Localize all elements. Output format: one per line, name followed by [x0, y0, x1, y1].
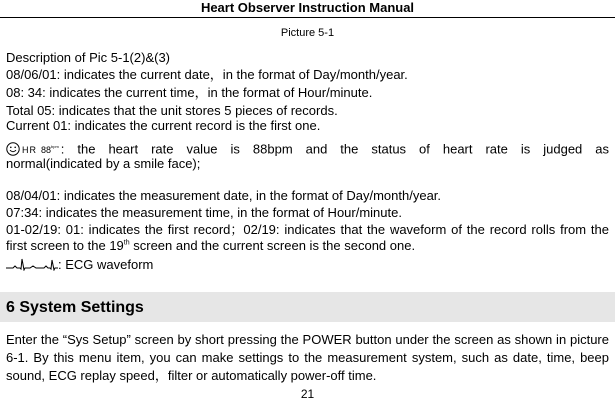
smile-face-icon: [6, 142, 20, 156]
record-text-b: screen and the current screen is the second one.: [129, 238, 416, 253]
ecg-waveform-icon: [6, 257, 58, 271]
measurement-date-description: 08/04/01: indicates the measurement date, in the format of Day/month/year.: [6, 188, 442, 203]
record-description: 01-02/19: 01: indicates the first record；02/19: indicates that the waveform of the record rolls from the: [6, 222, 609, 237]
section-paragraph: Enter the “Sys Setup” screen by short pressing the POWER button under the screen as shown in picture 6-1. By this menu item, you can make settings to the measurement system, such as date, time, beep sound, ECG replay speed，filter or automatically power-off time.: [6, 332, 609, 383]
picture-caption: Picture 5-1: [280, 27, 335, 39]
document-title: Heart Observer Instruction Manual: [200, 0, 415, 15]
ecg-legend: [6, 257, 153, 273]
hr-icon-value: 88: [41, 145, 52, 156]
hr-description-text: : the heart rate value is 88bpm and the status of heart rate is judged as: [60, 141, 609, 157]
time-description: 08: 34: indicates the current time，in the format of Hour/minute.: [6, 85, 373, 100]
section-title: 6 System Settings: [6, 299, 144, 316]
ecg-legend-label: : ECG waveform: [58, 257, 154, 272]
record-text-superscript: th: [123, 239, 130, 247]
description-heading: Description of Pic 5-1(2)&(3): [6, 50, 170, 65]
total-description: Total 05: indicates that the unit stores 5 pieces of records.: [6, 103, 338, 118]
measurement-time-description: 07:34: indicates the measurement time, in the format of Hour/minute.: [6, 205, 402, 220]
record-text-a: first screen to the 19: [6, 238, 124, 253]
record-description-continuation: [6, 238, 415, 254]
page-number: 21: [300, 387, 315, 401]
hr-icon-unit: bpm: [51, 144, 59, 149]
date-description: 08/06/01: indicates the current date，in the format of Day/month/year.: [6, 67, 408, 82]
current-description: Current 01: indicates the current record is the first one.: [6, 118, 321, 133]
hr-description-continuation: normal(indicated by a smile face);: [6, 156, 201, 171]
hr-icon-label: HR: [22, 145, 37, 156]
header-divider: [0, 17, 615, 18]
